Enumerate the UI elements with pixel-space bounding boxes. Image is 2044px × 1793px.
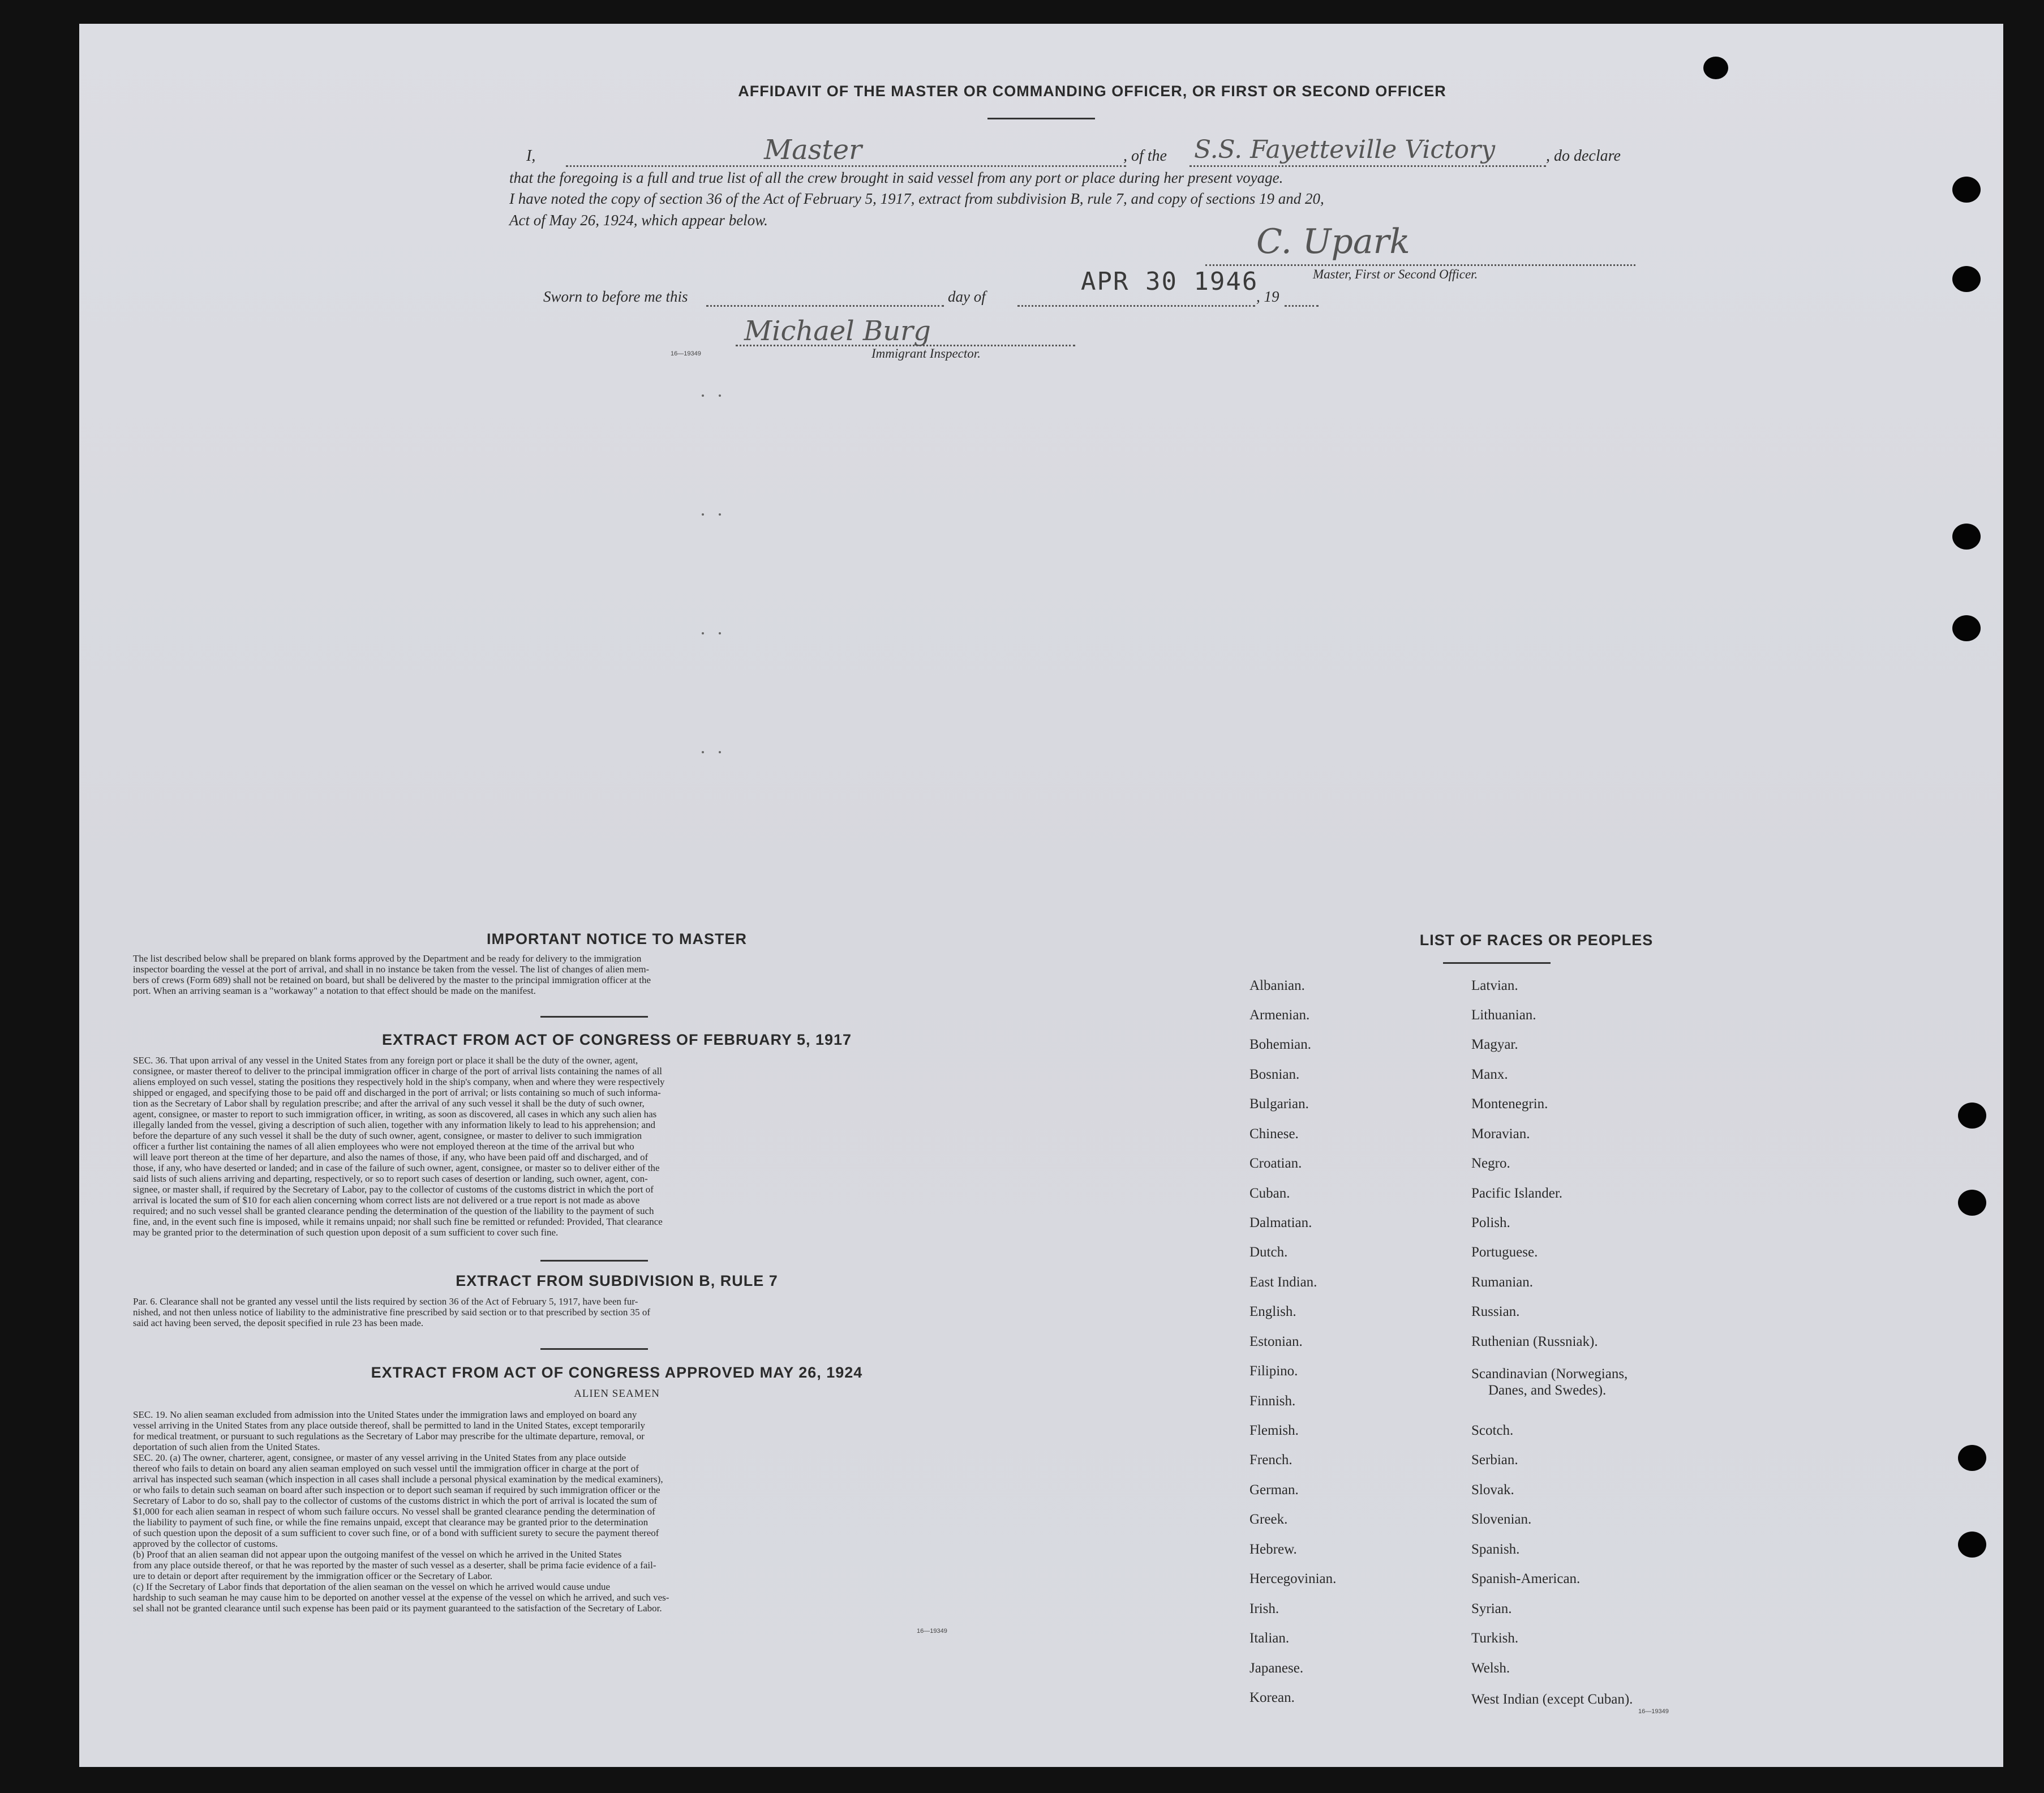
- race-item: Korean.: [1249, 1690, 1295, 1705]
- affidavit-i: I,: [526, 147, 536, 165]
- race-item: Greek.: [1249, 1512, 1288, 1527]
- day-of-text: day of: [948, 288, 986, 305]
- inspector-signature: Michael Burg: [744, 315, 931, 347]
- master-signature-dotline: [1205, 264, 1635, 266]
- race-item: Russian.: [1471, 1304, 1520, 1319]
- affidavit-line-3: I have noted the copy of section 36 of the Act of February 5, 1917, extract from subdivision B, rule 7, and copy of sections 19 and 20,: [509, 190, 1324, 207]
- extract-1924-line: arrival has inspected such seaman (which inspection in all cases shall include a personal physical examination by the medical examiners),: [133, 1474, 663, 1485]
- extract-1924-line: (c) If the Secretary of Labor finds that deportation of the alien seaman on the vessel on which he arrived would cause undue: [133, 1581, 611, 1592]
- race-item: Albanian.: [1249, 978, 1305, 993]
- extract-1917-line: before the departure of any such vessel it shall be the duty of such owner, agent, consignee, or master to deliver to such immigration: [133, 1130, 642, 1141]
- extract-1917-line: consignee, or master thereof to deliver to the principal immigration officer in charge of the port of arrival lists containing the names of all: [133, 1066, 663, 1076]
- race-item: Welsh.: [1471, 1661, 1510, 1676]
- master-signature-caption: Master, First or Second Officer.: [1313, 267, 1478, 281]
- race-item: Croatian.: [1249, 1156, 1302, 1171]
- race-item: Bulgarian.: [1249, 1096, 1309, 1112]
- extract-1917-line: said lists of such aliens arriving and departing, respectively, or so to report such cases of desertion or landing, such owner, agent, con-: [133, 1173, 648, 1184]
- notice-line: inspector boarding the vessel at the port of arrival, and shall in no instance be taken from the vessel. The list of changes of alien mem-: [133, 964, 650, 975]
- extract-1917-line: officer a further list containing the names of all alien employees who were not employed thereon at the time of the arrival but who: [133, 1141, 634, 1152]
- extract-1924-line: deportation of such alien from the United States.: [133, 1442, 320, 1452]
- extract-1917-line: fine, and, in the event such fine is imposed, while it remains unpaid; nor shall such fine be remitted or refunded: Provided, That clearance: [133, 1216, 663, 1227]
- extract-1917-line: agent, consignee, or master to report to such immigration officer, in writing, as soon as discovered, all cases in which any such alien has: [133, 1109, 657, 1119]
- gutter-dot: [702, 513, 704, 516]
- race-item: Negro.: [1471, 1156, 1510, 1171]
- extract-rule7-text: [133, 1296, 1055, 1328]
- extract-1917-line: will leave port thereon at the time of her departure, and also the names of those, if any, who have been paid off and discharged, and of: [133, 1152, 649, 1163]
- extract-1917-line: tion as the Secretary of Labor shall by regulation prescribe; and after the arrival of any such vessel it shall be the duty of such owner,: [133, 1098, 645, 1109]
- race-item: Cuban.: [1249, 1186, 1290, 1201]
- race-item: Rumanian.: [1471, 1275, 1534, 1290]
- extract-1924-line: Secretary of Labor to do so, shall pay to the collector of customs of the customs district in which the port of arrival is located the sum of: [133, 1495, 658, 1506]
- master-signature: C. Upark: [1256, 222, 1410, 261]
- punch-hole: [1958, 1103, 1986, 1129]
- affidavit-line-2: that the foregoing is a full and true list of all the crew brought in said vessel from any port or place during her present voyage.: [509, 169, 1283, 186]
- race-item: German.: [1249, 1482, 1299, 1498]
- gutter-dot: [702, 394, 704, 397]
- race-item: Estonian.: [1249, 1334, 1303, 1349]
- extract-1924-title: EXTRACT FROM ACT OF CONGRESS APPROVED MAY 26, 1924: [371, 1364, 863, 1381]
- race-item: Japanese.: [1249, 1661, 1304, 1676]
- extract-rule7-line: nished, and not then unless notice of liability to the administrative fine prescribed by said section or to that prescribed by section 35 of: [133, 1307, 650, 1318]
- notice-text: [133, 953, 1055, 996]
- extract-1924-line: sel shall not be granted clearance until such expense has been paid or its payment guaranteed to the satisfaction of the Secretary of Labor.: [133, 1603, 662, 1614]
- date-stamp: APR 30 1946: [1081, 267, 1259, 296]
- gutter-dot: [719, 513, 721, 516]
- extract-1924-line: from any place outside thereof, or that he was reported by the master of such vessel as a deserter, shall be prima facie evidence of a fail-: [133, 1560, 656, 1571]
- extract-1917-line: those, if any, who have deserted or landed; and in case of the failure of such owner, agent, consignee, or master so to deliver either of the: [133, 1163, 660, 1173]
- race-item: Moravian.: [1471, 1126, 1530, 1142]
- notice-line: port. When an arriving seaman is a "workaway" a notation to that effect should be made on the manifest.: [133, 985, 536, 996]
- race-item: Serbian.: [1471, 1452, 1518, 1468]
- extract-1924-line: for medical treatment, or pursuant to such regulations as the Secretary of Labor may prescribe for the ultimate departure, removal, or: [133, 1431, 645, 1442]
- race-item: Dalmatian.: [1249, 1215, 1312, 1230]
- extract-1917-line: signee, or master shall, if required by the Secretary of Labor, pay to the collector of customs of the customs district in which the port of: [133, 1184, 654, 1195]
- punch-hole: [1952, 177, 1981, 203]
- race-item: French.: [1249, 1452, 1292, 1468]
- race-item: West Indian (except Cuban).: [1471, 1692, 1633, 1707]
- race-item: Chinese.: [1249, 1126, 1299, 1142]
- races-title-rule: [1443, 962, 1551, 964]
- extract-1924-line: SEC. 20. (a) The owner, charterer, agent, consignee, or master of any vessel arriving in the United States from any place outside: [133, 1452, 626, 1463]
- race-item: Finnish.: [1249, 1393, 1296, 1409]
- race-item: Hebrew.: [1249, 1542, 1297, 1557]
- race-item: Flemish.: [1249, 1423, 1299, 1438]
- extract-1924-line: the liability to payment of such fine, or while the fine remains unpaid, except that clearance may be granted prior to the determination: [133, 1517, 649, 1528]
- race-item: Syrian.: [1471, 1601, 1512, 1616]
- extract-1924-line: SEC. 19. No alien seaman excluded from admission into the United States under the immigration laws and employed on board any: [133, 1409, 637, 1420]
- punch-hole: [1958, 1532, 1986, 1558]
- extract-1917-rule: [540, 1260, 648, 1262]
- races-title: LIST OF RACES OR PEOPLES: [1419, 932, 1654, 949]
- race-item: Armenian.: [1249, 1007, 1310, 1023]
- extract-1917-line: SEC. 36. That upon arrival of any vessel in the United States from any foreign port or place it shall be the duty of the owner, agent,: [133, 1055, 638, 1066]
- affidavit-line-4: Act of May 26, 1924, which appear below.: [509, 212, 768, 229]
- sworn-text: Sworn to before me this: [543, 288, 688, 305]
- punch-hole: [1952, 615, 1981, 641]
- race-item: Slovenian.: [1471, 1512, 1532, 1527]
- race-item: Latvian.: [1471, 978, 1518, 993]
- handwritten-vessel: S.S. Fayetteville Victory: [1194, 135, 1496, 164]
- race-item: Hercegovinian.: [1249, 1571, 1337, 1586]
- gutter-dot: [702, 632, 704, 634]
- race-item: Irish.: [1249, 1601, 1279, 1616]
- race-item: Scandinavian (Norwegians,: [1471, 1366, 1628, 1382]
- race-item: Manx.: [1471, 1067, 1508, 1082]
- notice-line: bers of crews (Form 689) shall not be retained on board, but shall be delivered by the master to the principal immigration officer at the: [133, 975, 651, 985]
- extract-1924-line: or who fails to detain such seaman on board after such inspection or to deport such seaman if required by such immigration officer or the: [133, 1485, 660, 1495]
- race-item: Spanish-American.: [1471, 1571, 1581, 1586]
- race-item: Italian.: [1249, 1631, 1290, 1646]
- race-item: Portuguese.: [1471, 1245, 1538, 1260]
- extract-1917-line: required; and no such vessel shall be granted clearance pending the determination of the question of the liability to the payment of such: [133, 1206, 654, 1216]
- affidavit-title: AFFIDAVIT OF THE MASTER OR COMMANDING OFFICER, OR FIRST OR SECOND OFFICER: [738, 83, 1446, 100]
- extract-1917-text: [133, 1055, 1055, 1238]
- notice-rule: [540, 1016, 648, 1018]
- document-page: [79, 24, 2003, 1767]
- race-item: Lithuanian.: [1471, 1007, 1536, 1023]
- gutter-dot: [719, 751, 721, 753]
- punch-hole: [1952, 524, 1981, 550]
- punch-hole: [1958, 1445, 1986, 1471]
- extract-1924-text: [133, 1409, 1055, 1614]
- extract-1917-title: EXTRACT FROM ACT OF CONGRESS OF FEBRUARY 5, 1917: [381, 1031, 852, 1048]
- extract-1924-line: vessel arriving in the United States from any place outside thereof, shall be permitted to land in the United States, except temporarily: [133, 1420, 645, 1431]
- extract-rule7-rule: [540, 1348, 648, 1350]
- extract-rule7-title: EXTRACT FROM SUBDIVISION B, RULE 7: [456, 1272, 778, 1289]
- punch-hole: [1958, 1190, 1986, 1216]
- gutter-dot: [719, 632, 721, 634]
- extract-1924-line: (b) Proof that an alien seaman did not appear upon the outgoing manifest of the vessel on which he arrived in the United States: [133, 1549, 622, 1560]
- race-item: Montenegrin.: [1471, 1096, 1548, 1112]
- handwritten-rank: Master: [764, 134, 862, 166]
- race-item: English.: [1249, 1304, 1296, 1319]
- extract-1924-line: thereof who fails to detain on board any alien seaman employed on such vessel until the immigration officer in charge at the port of: [133, 1463, 639, 1474]
- extract-1917-line: shipped or engaged, and specifying those to be paid off and discharged in the port of arrival; or lists containing so much of such informa-: [133, 1087, 661, 1098]
- race-item: Danes, and Swedes).: [1488, 1383, 1607, 1398]
- races-form-number: 16—19349: [1638, 1708, 1669, 1715]
- extract-1924-line: $1,000 for each alien seaman in respect of whom such failure occurs. No vessel shall be granted clearance pending the determination of: [133, 1506, 655, 1517]
- sworn-year-dotline: [1285, 305, 1319, 307]
- extract-1924-line: hardship to such seaman he may cause him to be deported on another vessel at the expense of the vessel on which he arrived, and such ves-: [133, 1592, 669, 1603]
- extract-1917-line: arrival is located the sum of $10 for each alien concerning whom correct lists are not delivered or a true report is not made as above: [133, 1195, 640, 1206]
- inspector-caption: Immigrant Inspector.: [871, 346, 981, 361]
- notice-line: The list described below shall be prepared on blank forms approved by the Department and be ready for delivery to the immigration: [133, 953, 642, 964]
- gutter-dot: [702, 751, 704, 753]
- race-item: Filipino.: [1249, 1363, 1298, 1379]
- punch-hole: [1952, 266, 1981, 292]
- extract-1924-line: ure to detain or deport after requirement by the immigration officer or the Secretary of Labor.: [133, 1571, 493, 1581]
- sworn-year: , 19: [1256, 288, 1279, 305]
- extract-form-number: 16—19349: [917, 1628, 947, 1635]
- race-item: Scotch.: [1471, 1423, 1514, 1438]
- sworn-month-dotline: [1017, 305, 1255, 307]
- race-item: Dutch.: [1249, 1245, 1288, 1260]
- extract-1917-line: may be granted prior to the determination of such question upon deposit of a sum sufficient to cover such fine.: [133, 1227, 559, 1238]
- extract-rule7-line: Par. 6. Clearance shall not be granted any vessel until the lists required by section 36 of the Act of February 5, 1917, have been fur-: [133, 1296, 638, 1307]
- race-item: Pacific Islander.: [1471, 1186, 1563, 1201]
- race-item: Turkish.: [1471, 1631, 1519, 1646]
- vessel-dotline: [1190, 165, 1546, 167]
- affidavit-title-rule: [987, 118, 1095, 119]
- affidavit-declare: , do declare: [1546, 147, 1621, 165]
- race-item: Bosnian.: [1249, 1067, 1300, 1082]
- notice-title: IMPORTANT NOTICE TO MASTER: [487, 930, 747, 947]
- race-item: Magyar.: [1471, 1037, 1518, 1052]
- race-item: East Indian.: [1249, 1275, 1317, 1290]
- race-item: Spanish.: [1471, 1542, 1520, 1557]
- race-item: Ruthenian (Russniak).: [1471, 1334, 1598, 1349]
- extract-rule7-line: said act having been served, the deposit specified in rule 23 has been made.: [133, 1318, 424, 1328]
- affidavit-of-the: , of the: [1123, 147, 1167, 165]
- gutter-dot: [719, 394, 721, 397]
- sworn-day-dotline: [706, 305, 944, 307]
- race-item: Slovak.: [1471, 1482, 1514, 1498]
- extract-1924-line: of such question upon the deposit of a sum sufficient to cover such fine, or of a bond with sufficient surety to secure the payment thereof: [133, 1528, 659, 1538]
- extract-1917-line: aliens employed on such vessel, stating the positions they respectively hold in the ship's company, when and where they were respectively: [133, 1076, 665, 1087]
- extract-1924-line: approved by the collector of customs.: [133, 1538, 278, 1549]
- extract-1917-line: illegally landed from the vessel, giving a description of such alien, together with any information likely to lead to his apprehension; and: [133, 1119, 655, 1130]
- extract-1924-subtitle: ALIEN SEAMEN: [574, 1388, 660, 1400]
- race-item: Bohemian.: [1249, 1037, 1312, 1052]
- affidavit-form-number: 16—19349: [671, 350, 701, 357]
- race-item: Polish.: [1471, 1215, 1510, 1230]
- punch-hole: [1703, 57, 1728, 79]
